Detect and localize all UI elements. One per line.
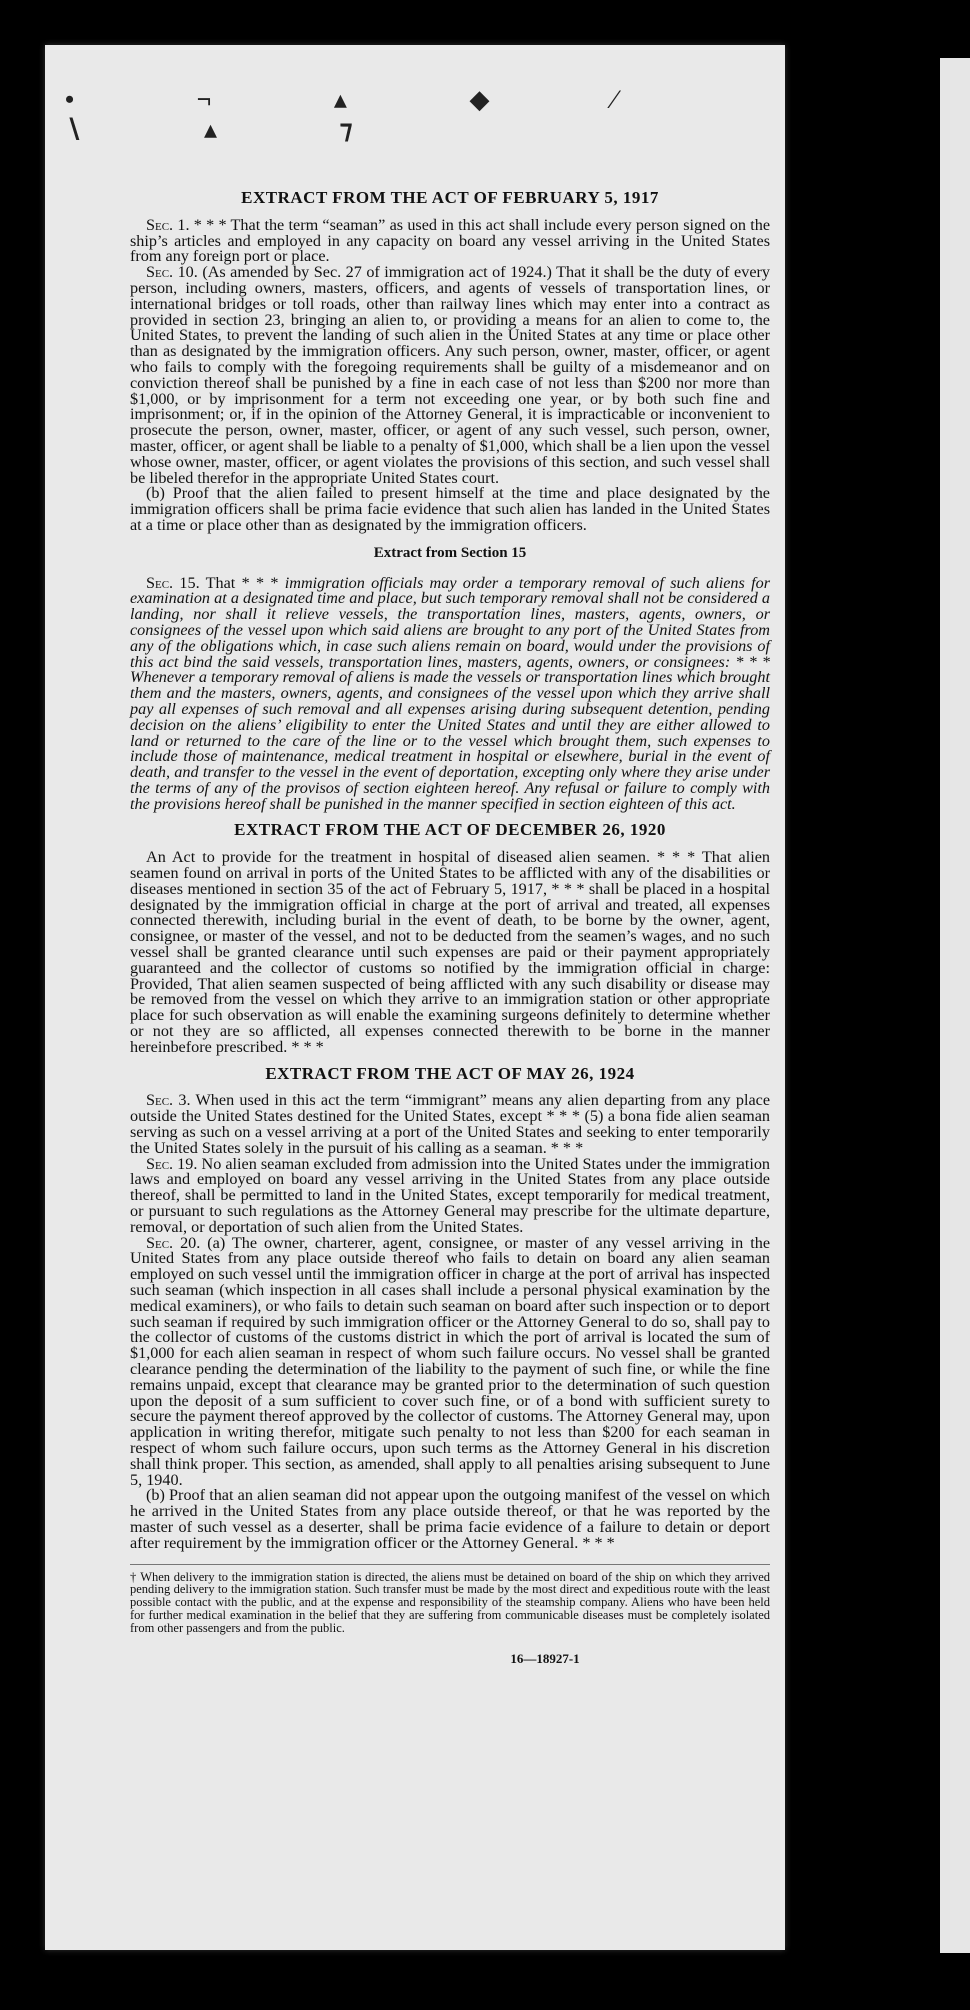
- sec-19-label: Sec. 19.: [146, 1154, 198, 1173]
- adjacent-page-strip: [940, 58, 970, 1953]
- sec-1-label: Sec. 1.: [146, 215, 190, 234]
- section-act-1917: [130, 190, 770, 534]
- sec-3-label: Sec. 3.: [146, 1091, 191, 1110]
- heading-section-15: Extract from Section 15: [373, 544, 527, 561]
- section-act-1920: [130, 822, 770, 1055]
- paragraph-sec-19: [130, 1154, 771, 1236]
- heading-act-1917: EXTRACT FROM THE ACT OF FEBRUARY 5, 1917: [241, 188, 659, 207]
- section-act-1924: [130, 1063, 771, 1552]
- sec-20-label: Sec. 20.: [146, 1233, 201, 1252]
- heading-act-1920: EXTRACT FROM THE ACT OF DECEMBER 26, 1920: [234, 820, 666, 840]
- paragraph-sec-20: [130, 1233, 770, 1489]
- sec-15-label: Sec. 15.: [146, 573, 200, 592]
- sec-15-lead: That * * *: [205, 573, 279, 592]
- top-punch-marks: • ¬ ▴ ◆ ⁄ ∖ ▴ ⁊: [65, 85, 675, 144]
- paragraph-sec-3: [130, 1093, 770, 1156]
- heading-act-1924: EXTRACT FROM THE ACT OF MAY 26, 1924: [265, 1063, 635, 1083]
- sec-19-text: No alien seaman excluded from admission into the United States under the immigration laws and employed on board any vessel arriving in the United States from any place outside thereof, shall be permitted to land in the United States, except temporarily for medical treatment, or pursuant to such regulations as the Attorney General may prescribe for the ultimate departure, removal, or deportation of such alien from the United States.: [130, 1154, 771, 1236]
- sec-10-label: Sec. 10.: [146, 263, 198, 282]
- section-15: [130, 546, 770, 813]
- paragraph-sec-10-b: (b) Proof that the alien failed to present himself at the time and place designated by the immigration officers shall be prima facie evidence that such alien has landed in the United States at a time or place other than as designated by the immigration officers.: [130, 484, 770, 534]
- paragraph-act-1920: An Act to provide for the treatment in hospital of diseased alien seamen. * * * That alien seamen found on arrival in ports of the United States to be afflicted with any of the disabilities or diseases mentioned in section 35 of the act of February 5, 1917, * * * shall be placed in a hospital designated by the immigration official in charge at the port of arrival and treated, all expenses connected therewith, including burial in the event of death, to be borne by the owner, agent, consignee, or master of the vessel, and not to be deducted from the seamen’s wages, and no such vessel shall be granted clearance until such expenses are paid or their payment appropriately guaranteed and the collector of customs so notified by the immigration official in charge: Provided, That alien seamen suspected of being afflicted with any such disability or disease may be removed from the vessel on which they arrive to an immigration station or other appropriate place for such observation as will enable the examining surgeons definitely to determine whether or not they are so afflicted, all expenses connected therewith to be borne in the manner hereinbefore prescribed. * * *: [130, 848, 770, 1056]
- sec-15-text: immigration officials may order a temporary removal of such aliens for examination at a designated time and place, but such temporary removal shall not be considered a landing, nor shall it relieve vessels, the transportation lines, masters, agents, owners, or consignees of the vessel upon which said aliens are brought to any port of the United States from any of the obligations which, in case such aliens remain on board, would under the provisions of this act bind the said vessels, transportation lines, masters, agents, owners, or consignees: * * * Whenever a temporary removal of aliens is made the vessels or transportation lines which brought them and the masters, owners, agents, and consignees of the vessel upon which they arrive shall pay all expenses of such removal and all expenses arising during subsequent detention, pending decision on the aliens’ eligibility to enter the United States and until they are either allowed to land or returned to the care of the line or to the vessel which brought them, such expenses to include those of maintenance, medical treatment in hospital or elsewhere, burial in the event of death, and transfer to the vessel in the event of deportation, excepting only where they arise under the terms of any of the provisos of section eighteen hereof. Any refusal or failure to comply with the provisions hereof shall be punished in the manner specified in section eighteen of this act.: [130, 573, 771, 813]
- footnote: † When delivery to the immigration station is directed, the aliens must be detained on board of the ship on which they arrived pending delivery to the immigration station. Such transfer must be made by the most direct and expeditious route with the least possible contact with the public, and at the expense and responsibility of the steamship company. Aliens who have been held for further medical examination in the belief that they are suffering from communicable diseases must be completely isolated from other passengers and from the public.: [130, 1564, 770, 1635]
- document-page: [45, 45, 785, 1950]
- paragraph-sec-10: [130, 265, 770, 486]
- paragraph-sec-1: [130, 215, 771, 266]
- sec-1-text: * * * That the term “seaman” as used in this act shall include every person signed on the ship’s articles and employed in any capacity on board any vessel arriving in the United States from any foreign port or place.: [130, 215, 771, 266]
- paragraph-sec-15: [130, 573, 771, 813]
- sec-10-text: (As amended by Sec. 27 of immigration act of 1924.) That it shall be the duty of every person, including owners, masters, officers, and agents of vessels of transportation lines, or international bridges or toll roads, other than railway lines which may enter into a contract as provided in section 23, bringing an alien to, or providing a means for an alien to come to, the United States, to prevent the landing of such alien in the United States at any time or place other than as designated by the immigration officers. Any such person, owner, master, officer, or agent who fails to comply with the foregoing requirements shall be guilty of a misdemeanor and on conviction thereof shall be punished by a fine in each case of not less than $200 nor more than $1,000, or by imprisonment for a term not exceeding one year, or by both such fine and imprisonment; or, if in the opinion of the Attorney General, it is impracticable or inconvenient to prosecute the person, owner, master, officer, or agent of any such vessel, such person, owner, master, officer, or agent shall be liable to a penalty of $1,000, which shall be a lien upon the vessel whose owner, master, officer, or agent violates the provisions of this section, and such vessel shall be libeled therefor in the appropriate United States court.: [130, 263, 771, 487]
- sec-20-text: (a) The owner, charterer, agent, consignee, or master of any vessel arriving in the United States from any place outside thereof who fails to detain on board any alien seaman employed on such vessel until the immigration officer in charge at the port of arrival has inspected such seaman (which inspection in all cases shall include a personal physical examination by the medical examiners), or who fails to detain such seaman on board after such inspection or to deport such seaman if required by such immigration officer or the Attorney General to do so, shall pay to the collector of customs of the customs district in which the port of arrival is located the sum of $1,000 for each alien seaman in respect of whom such failure occurs. No vessel shall be granted clearance pending the determination of the liability to the payment of such fine, or while the fine remains unpaid, except that clearance may be granted prior to the determination of such question upon the deposit of a sum sufficient to cover such fine, or of a bond with sufficient surety to secure the payment thereof approved by the collector of customs. The Attorney General may, upon application in writing therefor, mitigate such penalty to not less than $200 for each seaman in respect of whom such failure occurs, upon such terms as the Attorney General in his discretion shall think proper. This section, as amended, shall apply to all penalties arising subsequent to June 5, 1940.: [130, 1233, 770, 1489]
- form-number: 16—18927-1: [510, 1650, 580, 1666]
- document-body: [130, 180, 770, 1666]
- sec-3-text: When used in this act the term “immigrant” means any alien departing from any place outside the United States destined for the United States, except * * * (5) a bona fide alien seaman serving as such on a vessel arriving at a port of the United States and seeking to enter temporarily the United States solely in the pursuit of his calling as a seaman. * * *: [130, 1091, 771, 1157]
- paragraph-sec-20-b: (b) Proof that an alien seaman did not appear upon the outgoing manifest of the vessel on which he arrived in the United States from any place outside thereof, or that he was reported by the master of such vessel as a deserter, shall be prima facie evidence of a failure to detain or deport after requirement by the immigration officer or the Attorney General. * * *: [130, 1486, 770, 1552]
